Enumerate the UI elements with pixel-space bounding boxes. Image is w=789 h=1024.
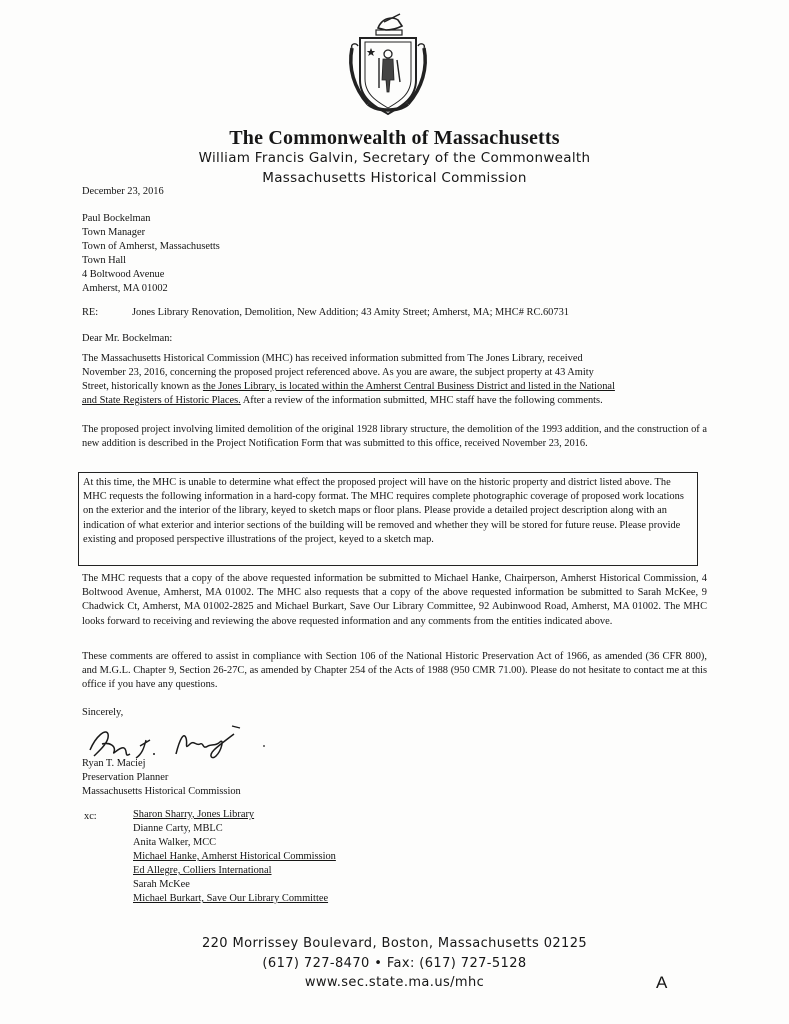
paragraph-4: The MHC requests that a copy of the above requested information be submitted to Michael Hanke, Chairperson, Amherst Historical Commission, 4 Boltwood Avenue, Amherst, MA 01002. The MHC also requests that a copy of the above requested information be submitted to Sarah McKee, 9 Chadwick Ct, Amherst, MA 01002-2825 and Michael Burkart, Save Our Library Committee, 92 Aubinwood Road, Amherst, MA 01002. The MHC looks forward to receiving and reviewing the above requested information and any comments from the entities indicated above. xyxy=(82,573,707,627)
recipient-org: Town of Amherst, Massachusetts xyxy=(82,241,220,252)
paragraph-5: These comments are offered to assist in compliance with Section 106 of the National Historic Preservation Act of 1966, as amended (36 CFR 800), and M.G.L. Chapter 9, Section 26-27C, as amended by Chapter 254 of the Acts of 1988 (950 CMR 71.00). Please do not hesitate to contact me at this office if you have any questions. xyxy=(82,651,707,691)
re-label: RE: xyxy=(82,307,99,318)
closing: Sincerely, xyxy=(82,707,124,718)
underlined-text: and State Registers of Historic Places. xyxy=(82,395,241,406)
recipient-title: Town Manager xyxy=(82,227,146,238)
signer-org: Massachusetts Historical Commission xyxy=(82,786,241,797)
letterhead-commission-line: Massachusetts Historical Commission xyxy=(262,170,527,186)
paragraph-1-text: After a review of the information submitted, MHC staff have the following comments. xyxy=(240,395,603,406)
massachusetts-seal-icon xyxy=(338,8,438,126)
footer-website: www.sec.state.ma.us/mhc xyxy=(304,975,485,990)
cc-recipient: Dianne Carty, MBLC xyxy=(133,823,223,834)
cc-recipient-list xyxy=(133,808,336,906)
cc-recipient: Sharon Sharry, Jones Library xyxy=(133,809,255,820)
footer-phone-fax: (617) 727-8470 • Fax: (617) 727-5128 xyxy=(262,956,527,971)
letterhead-title: The Commonwealth of Massachusetts xyxy=(229,127,560,149)
salutation: Dear Mr. Bockelman: xyxy=(82,333,173,344)
paragraph-1-text: Street, historically known as xyxy=(82,381,203,392)
footer-address: 220 Morrissey Boulevard, Boston, Massachusetts 02125 xyxy=(201,936,588,951)
paragraph-1-line: November 23, 2016, concerning the proposed project referenced above. As you are aware, the subject property at 43 Amity xyxy=(82,367,594,378)
information-request-box: At this time, the MHC is unable to determine what effect the proposed project will have on the historic property and district listed above. The MHC requests the following information in a hard-copy format. The MHC requires complete photographic coverage of proposed work locations on the exterior and the interior of the library, keyed to sketch maps or floor plans. Please provide a detailed project description along with an indication of what exterior and interior sections of the building will be removed and whether they will be stored for future reuse. Please provide existing and proposed perspective illustrations of the project, keyed to a sketch map. xyxy=(78,472,698,566)
paragraph-1-line: The Massachusetts Historical Commission (MHC) has received information submitted from The Jones Library, received xyxy=(82,353,583,364)
recipient-city: Amherst, MA 01002 xyxy=(82,283,168,294)
cc-recipient: Michael Burkart, Save Our Library Committee xyxy=(133,893,329,904)
re-subject: Jones Library Renovation, Demolition, New Addition; 43 Amity Street; Amherst, MA; MHC# RC.60731 xyxy=(132,307,569,318)
recipient-building: Town Hall xyxy=(82,255,127,266)
letterhead-secretary-line: William Francis Galvin, Secretary of the Commonwealth xyxy=(198,150,591,166)
cc-label: xc: xyxy=(84,811,97,822)
handwritten-mark: A xyxy=(656,973,668,992)
paragraph-1-line xyxy=(82,394,603,408)
paragraph-2: The proposed project involving limited demolition of the original 1928 library structure, the demolition of the 1993 addition, and the construction of a new addition is described in the Project Notification Form that was submitted to this office, received November 23, 2016. xyxy=(82,424,707,450)
cc-recipient: Sarah McKee xyxy=(133,879,190,890)
cc-recipient: Ed Allegre, Colliers International xyxy=(133,865,272,876)
paragraph-1-line xyxy=(82,380,615,394)
letter-date: December 23, 2016 xyxy=(82,186,164,197)
recipient-name: Paul Bockelman xyxy=(82,213,151,224)
underlined-text: the Jones Library, is located within the Amherst Central Business District and listed in the National xyxy=(202,381,615,392)
cc-recipient: Anita Walker, MCC xyxy=(133,837,217,848)
signer-name: Ryan T. Maciej xyxy=(82,758,146,769)
signer-title: Preservation Planner xyxy=(82,772,169,783)
recipient-street: 4 Boltwood Avenue xyxy=(82,269,165,280)
cc-recipient: Michael Hanke, Amherst Historical Commission xyxy=(133,851,336,862)
handwritten-signature-icon xyxy=(84,716,274,762)
